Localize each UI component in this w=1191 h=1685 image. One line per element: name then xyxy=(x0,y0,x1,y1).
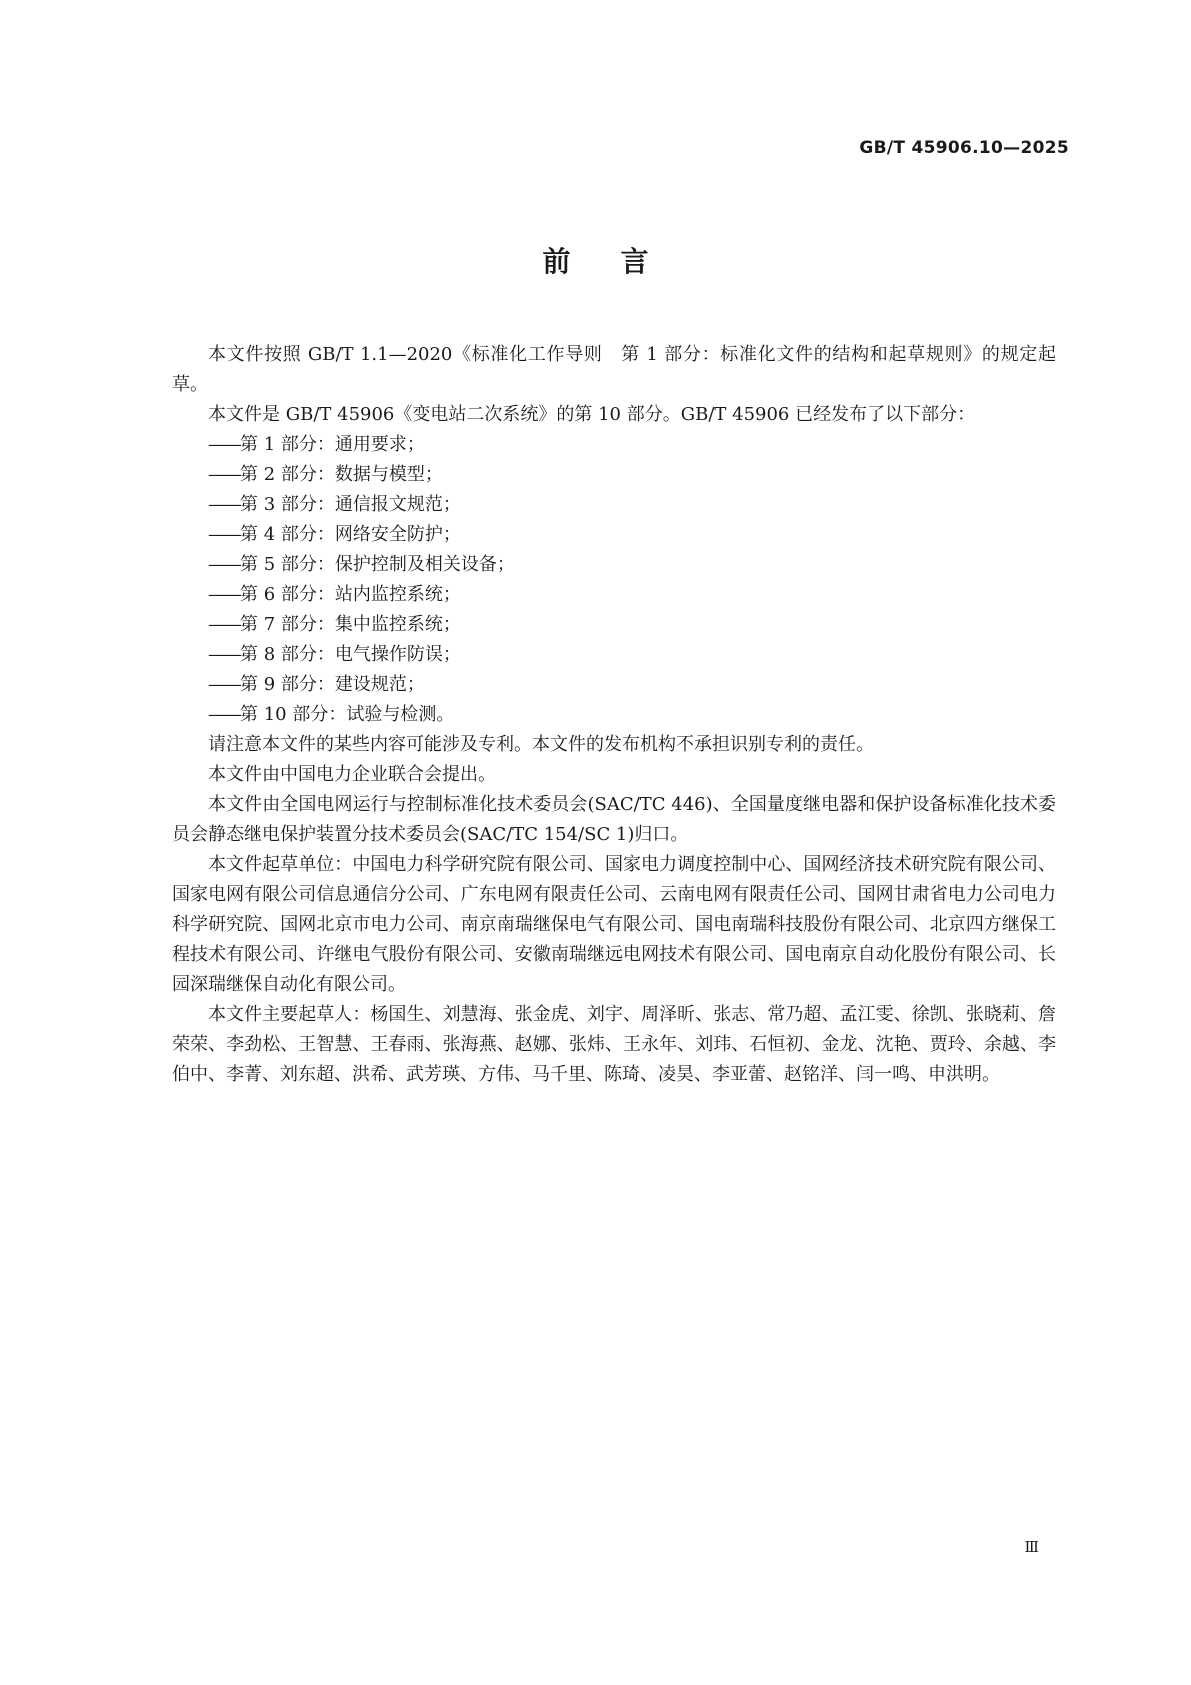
list-item xyxy=(172,580,1056,610)
page-number: Ⅲ xyxy=(1024,1538,1039,1556)
list-item-text: 第 6 部分：站内监控系统； xyxy=(240,584,461,605)
paragraph-proposer: 本文件由中国电力企业联合会提出。 xyxy=(208,764,496,785)
list-item xyxy=(172,520,1056,550)
document-body xyxy=(172,340,1056,1090)
list-dash: —— xyxy=(208,674,240,695)
list-dash: —— xyxy=(208,644,240,665)
list-item-text: 第 1 部分：通用要求； xyxy=(240,434,425,455)
list-dash: —— xyxy=(208,584,240,605)
list-dash: —— xyxy=(208,614,240,635)
list-item-text: 第 7 部分：集中监控系统； xyxy=(240,614,461,635)
list-item-text: 第 2 部分：数据与模型； xyxy=(240,464,443,485)
paragraph-drafting-units: 本文件起草单位：中国电力科学研究院有限公司、国家电力调度控制中心、国网经济技术研究院有限公司、国家电网有限公司信息通信分公司、广东电网有限责任公司、云南电网有限责任公司、国网甘肃省电力公司电力科学研究院、国网北京市电力公司、南京南瑞继保电气有限公司、国电南瑞科技股份有限公司、北京四方继保工程技术有限公司、许继电气股份有限公司、安徽南瑞继远电网技术有限公司、国电南京自动化股份有限公司、长园深瑞继保自动化有限公司。 xyxy=(172,854,1056,995)
list-item-text: 第 10 部分：试验与检测。 xyxy=(240,704,455,725)
list-dash: —— xyxy=(208,494,240,515)
page-title: 前言 xyxy=(542,245,699,278)
paragraph-drafters: 本文件主要起草人：杨国生、刘慧海、张金虎、刘宇、周泽昕、张志、常乃超、孟江雯、徐凯、张晓莉、詹荣荣、李劲松、王智慧、王春雨、张海燕、赵娜、张炜、王永年、刘玮、石恒初、金龙、沈艳、贾玲、余越、李伯中、李菁、刘东超、洪希、武芳瑛、方伟、马千里、陈琦、凌昊、李亚蕾、赵铭洋、闫一鸣、申洪明。 xyxy=(172,1004,1056,1085)
list-dash: —— xyxy=(208,554,240,575)
list-item xyxy=(172,610,1056,640)
list-item xyxy=(172,490,1056,520)
list-item xyxy=(172,640,1056,670)
list-item xyxy=(172,430,1056,460)
paragraph-series-intro: 本文件是 GB/T 45906《变电站二次系统》的第 10 部分。GB/T 45906 已经发布了以下部分： xyxy=(208,404,976,425)
paragraph-drafting-rules: 本文件按照 GB/T 1.1—2020《标准化工作导则 第 1 部分：标准化文件的结构和起草规则》的规定起草。 xyxy=(172,344,1056,395)
list-item-text: 第 4 部分：网络安全防护； xyxy=(240,524,461,545)
paragraph-committee: 本文件由全国电网运行与控制标准化技术委员会(SAC/TC 446)、全国量度继电器和保护设备标准化技术委员会静态继电保护装置分技术委员会(SAC/TC 154/SC 1)归口。 xyxy=(172,794,1056,845)
list-dash: —— xyxy=(208,464,240,485)
list-item xyxy=(172,460,1056,490)
list-dash: —— xyxy=(208,434,240,455)
list-dash: —— xyxy=(208,524,240,545)
list-item xyxy=(172,700,1056,730)
standard-number: GB/T 45906.10—2025 xyxy=(859,138,1069,158)
list-item xyxy=(172,670,1056,700)
list-dash: —— xyxy=(208,704,240,725)
list-item-text: 第 5 部分：保护控制及相关设备； xyxy=(240,554,515,575)
list-item-text: 第 3 部分：通信报文规范； xyxy=(240,494,461,515)
list-item-text: 第 8 部分：电气操作防误； xyxy=(240,644,461,665)
list-item xyxy=(172,550,1056,580)
list-item-text: 第 9 部分：建设规范； xyxy=(240,674,425,695)
parts-list xyxy=(172,430,1056,730)
paragraph-patent-notice: 请注意本文件的某些内容可能涉及专利。本文件的发布机构不承担识别专利的责任。 xyxy=(208,734,874,755)
